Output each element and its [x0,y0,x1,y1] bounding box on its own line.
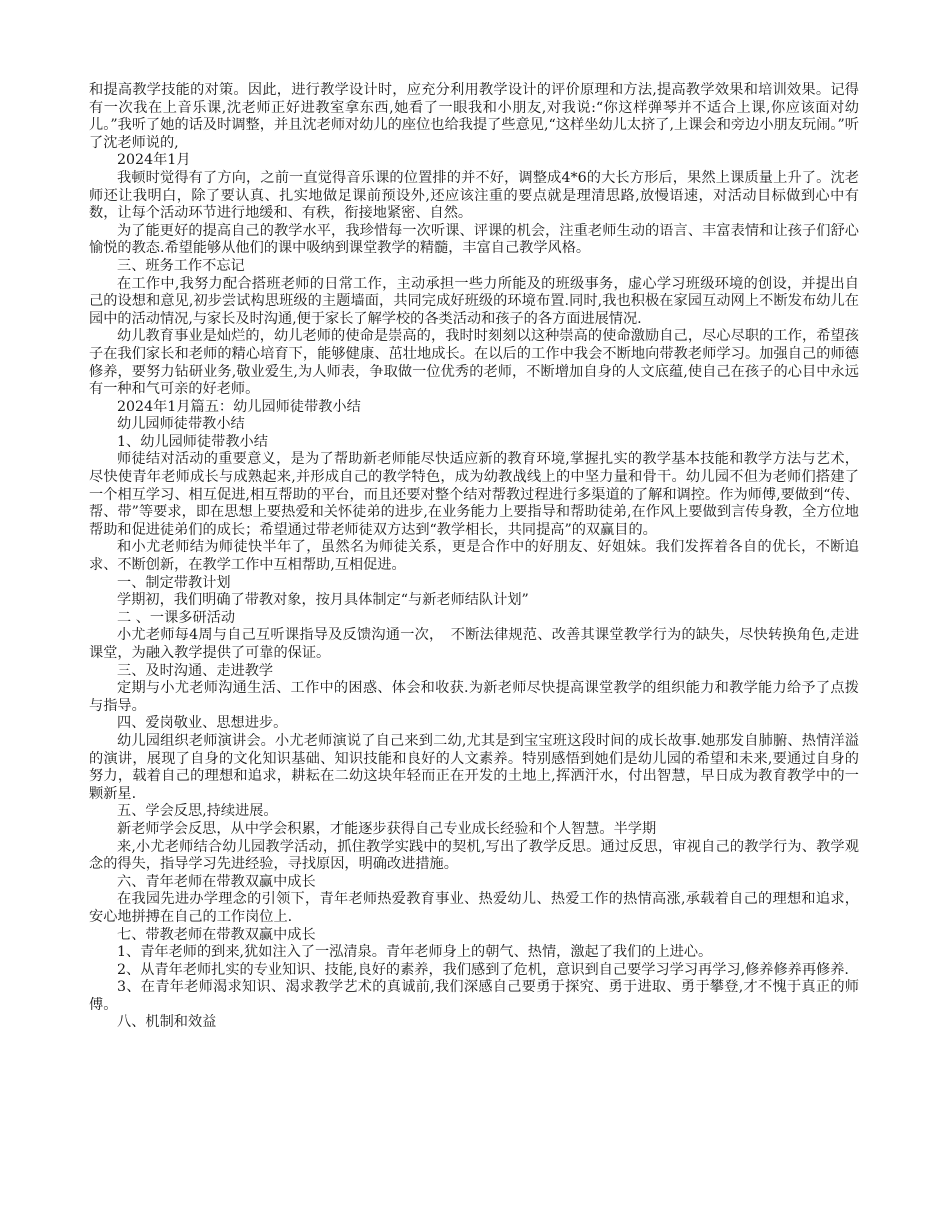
paragraph: 四、爱岗敬业、思想进步。 [117,715,288,732]
paragraph: 师徒结对活动的重要意义，是为了帮助新老师能尽快适应新的教育环境,掌握扎实的教学基本技能和教学方法与艺术，尽快使青年老师成长与成熟起来,并形成自己的教学特色，成为幼教战线上的中坚力量和骨干。幼儿园不但为老师们搭建了一个相互学习、相互促进,相互帮助的平台，而且还要对整个结对帮教过程进行多渠道的了解和调控。作为师傅,要做到“传、帮、带”等要求，即在思想上要热爱和关怀徒弟的进步,在业务能力上要指导和帮助徒弟,在作风上要做到言传身教，全方位地帮助和促进徒弟们的成长；希望通过带老师徒双方达到“教学相长，共同提高”的双赢目的。 [89,451,859,538]
paragraph: 二 、一课多研活动 [117,609,236,626]
paragraph: 和小尤老师结为师徒快半年了，虽然名为师徒关系，更是合作中的好朋友、好姐妹。我们发挥着各自的优长，不断追求、不断创新，在教学工作中互相帮助,互相促进。 [89,539,859,574]
paragraph: 三、班务工作不忘记 [117,257,245,274]
paragraph: 在我园先进办学理念的引领下，青年老师热爱教育事业、热爱幼儿、热爱工作的热情高涨,承载着自己的理想和追求，安心地拼搏在自己的工作岗位上. [89,891,859,925]
paragraph: 2024年1月篇五：幼儿园师徒带教小结 [117,398,361,415]
paragraph: 七、带教老师在带教双赢中成长 [117,926,316,943]
paragraph: 定期与小尤老师沟通生活、工作中的困惑、体会和收获.为新老师尽快提高课堂教学的组织能力和教学能力给予了点拨与指导。 [89,680,859,714]
paragraph: 我顿时觉得有了方向，之前一直觉得音乐课的位置排的并不好，调整成4*6的大长方形后，果然上课质量上升了。沈老师还让我明白，除了要认真、扎实地做足课前预设外,还应该注重的要点就是理清思路,放慢语速，对活动目标做到心中有数，让每个活动环节进行地缓和、有秩，衔接地紧密、自然。 [89,169,859,222]
paragraph: 八、机制和效益 [117,1014,217,1031]
paragraph: 新老师学会反思，从中学会积累，才能逐步获得自己专业成长经验和个人智慧。半学期 [117,820,657,837]
paragraph: 和提高教学技能的对策。因此，进行教学设计时，应充分利用教学设计的评价原理和方法,提高教学效果和培训效果。记得有一次我在上音乐课,沈老师正好进教室拿东西,她看了一眼我和小朋友,对我说:“你这样弹琴并不适合上课,你应该面对幼儿。”我听了她的话及时调整，并且沈老师对幼儿的座位也给我提了些意见,“这样坐幼儿太挤了,上课会和旁边小朋友玩闹。”听了沈老师说的, [89,82,859,151]
paragraph: 2、从青年老师扎实的专业知识、技能,良好的素养，我们感到了危机，意识到自己要学习学习再学习,修养修养再修养. [117,961,849,978]
paragraph: 幼儿园组织老师演讲会。小尤老师演说了自己来到二幼,尤其是到宝宝班这段时间的成长故事.她那发自肺腑、热情洋溢的演讲，展现了自身的文化知识基础、知识技能和良好的人文素养。特别感悟到她们是幼儿园的希望和未来,要通过自身的努力，载着自己的理想和追求，耕耘在二幼这块年轻而正在开发的土地上,挥洒汗水，付出智慧，早日成为教育教学中的一颗新星. [89,732,859,802]
document-page [89,82,859,1032]
paragraph: 三、及时沟通、走进教学 [117,662,274,679]
paragraph: 来,小尤老师结合幼儿园教学活动，抓住教学实践中的契机,写出了教学反思。通过反思，审视自己的教学行为、教学观念的得失，指导学习先进经验，寻找原因，明确改进措施。 [89,838,859,873]
paragraph: 3、在青年老师渴求知识、渴求教学艺术的真诚前,我们深感自己要勇于探究、勇于进取、勇于攀登,才不愧于真正的师傅。 [89,979,859,1013]
paragraph: 2024年1月 [117,152,191,169]
paragraph: 在工作中,我努力配合搭班老师的日常工作，主动承担一些力所能及的班级事务，虚心学习班级环境的创设，并提出自己的设想和意见,初步尝试构思班级的主题墙面，共同完成好班级的环境布置.同时,我也积极在家园互动网上不断发布幼儿在园中的活动情况,与家长及时沟通,便于家长了解学校的各类活动和孩子的各方面进展情况. [89,275,859,327]
paragraph: 一、制定带教计划 [117,574,231,591]
paragraph: 幼儿园师徒带教小结 [117,416,245,433]
paragraph: 1、青年老师的到来,犹如注入了一泓清泉。青年老师身上的朝气、热情，激起了我们的上进心。 [117,944,713,961]
paragraph: 为了能更好的提高自己的教学水平，我珍惜每一次听课、评课的机会，注重老师生动的语言、丰富表情和让孩子们舒心愉悦的教态.希望能够从他们的课中吸纳到课堂教学的精髓，丰富自己教学风格。 [89,222,859,257]
paragraph: 1、幼儿园师徒带教小结 [117,433,268,450]
paragraph: 五、学会反思,持续进展。 [117,803,278,820]
paragraph: 小尤老师每4周与自己互听课指导及反馈沟通一次， 不断法律规范、改善其课堂教学行为的缺失，尽快转换角色,走进课堂，为融入教学提供了可靠的保证。 [89,627,859,661]
paragraph: 学期初，我们明确了带教对象，按月具体制定“与新老师结队计划” [117,592,529,609]
paragraph: 六、青年老师在带教双赢中成长 [117,873,316,890]
paragraph: 幼儿教育事业是灿烂的，幼儿老师的使命是崇高的，我时时刻刻以这种崇高的使命激励自己，尽心尽职的工作，希望孩子在我们家长和老师的精心培育下，能够健康、茁壮地成长。在以后的工作中我会不断地向带教老师学习。加强自己的师德修养，要努力钻研业务,敬业爱生,为人师表，争取做一位优秀的老师，不断增加自身的人文底蕴,使自己在孩子的心目中永远有一种和气可亲的好老师。 [89,328,859,398]
